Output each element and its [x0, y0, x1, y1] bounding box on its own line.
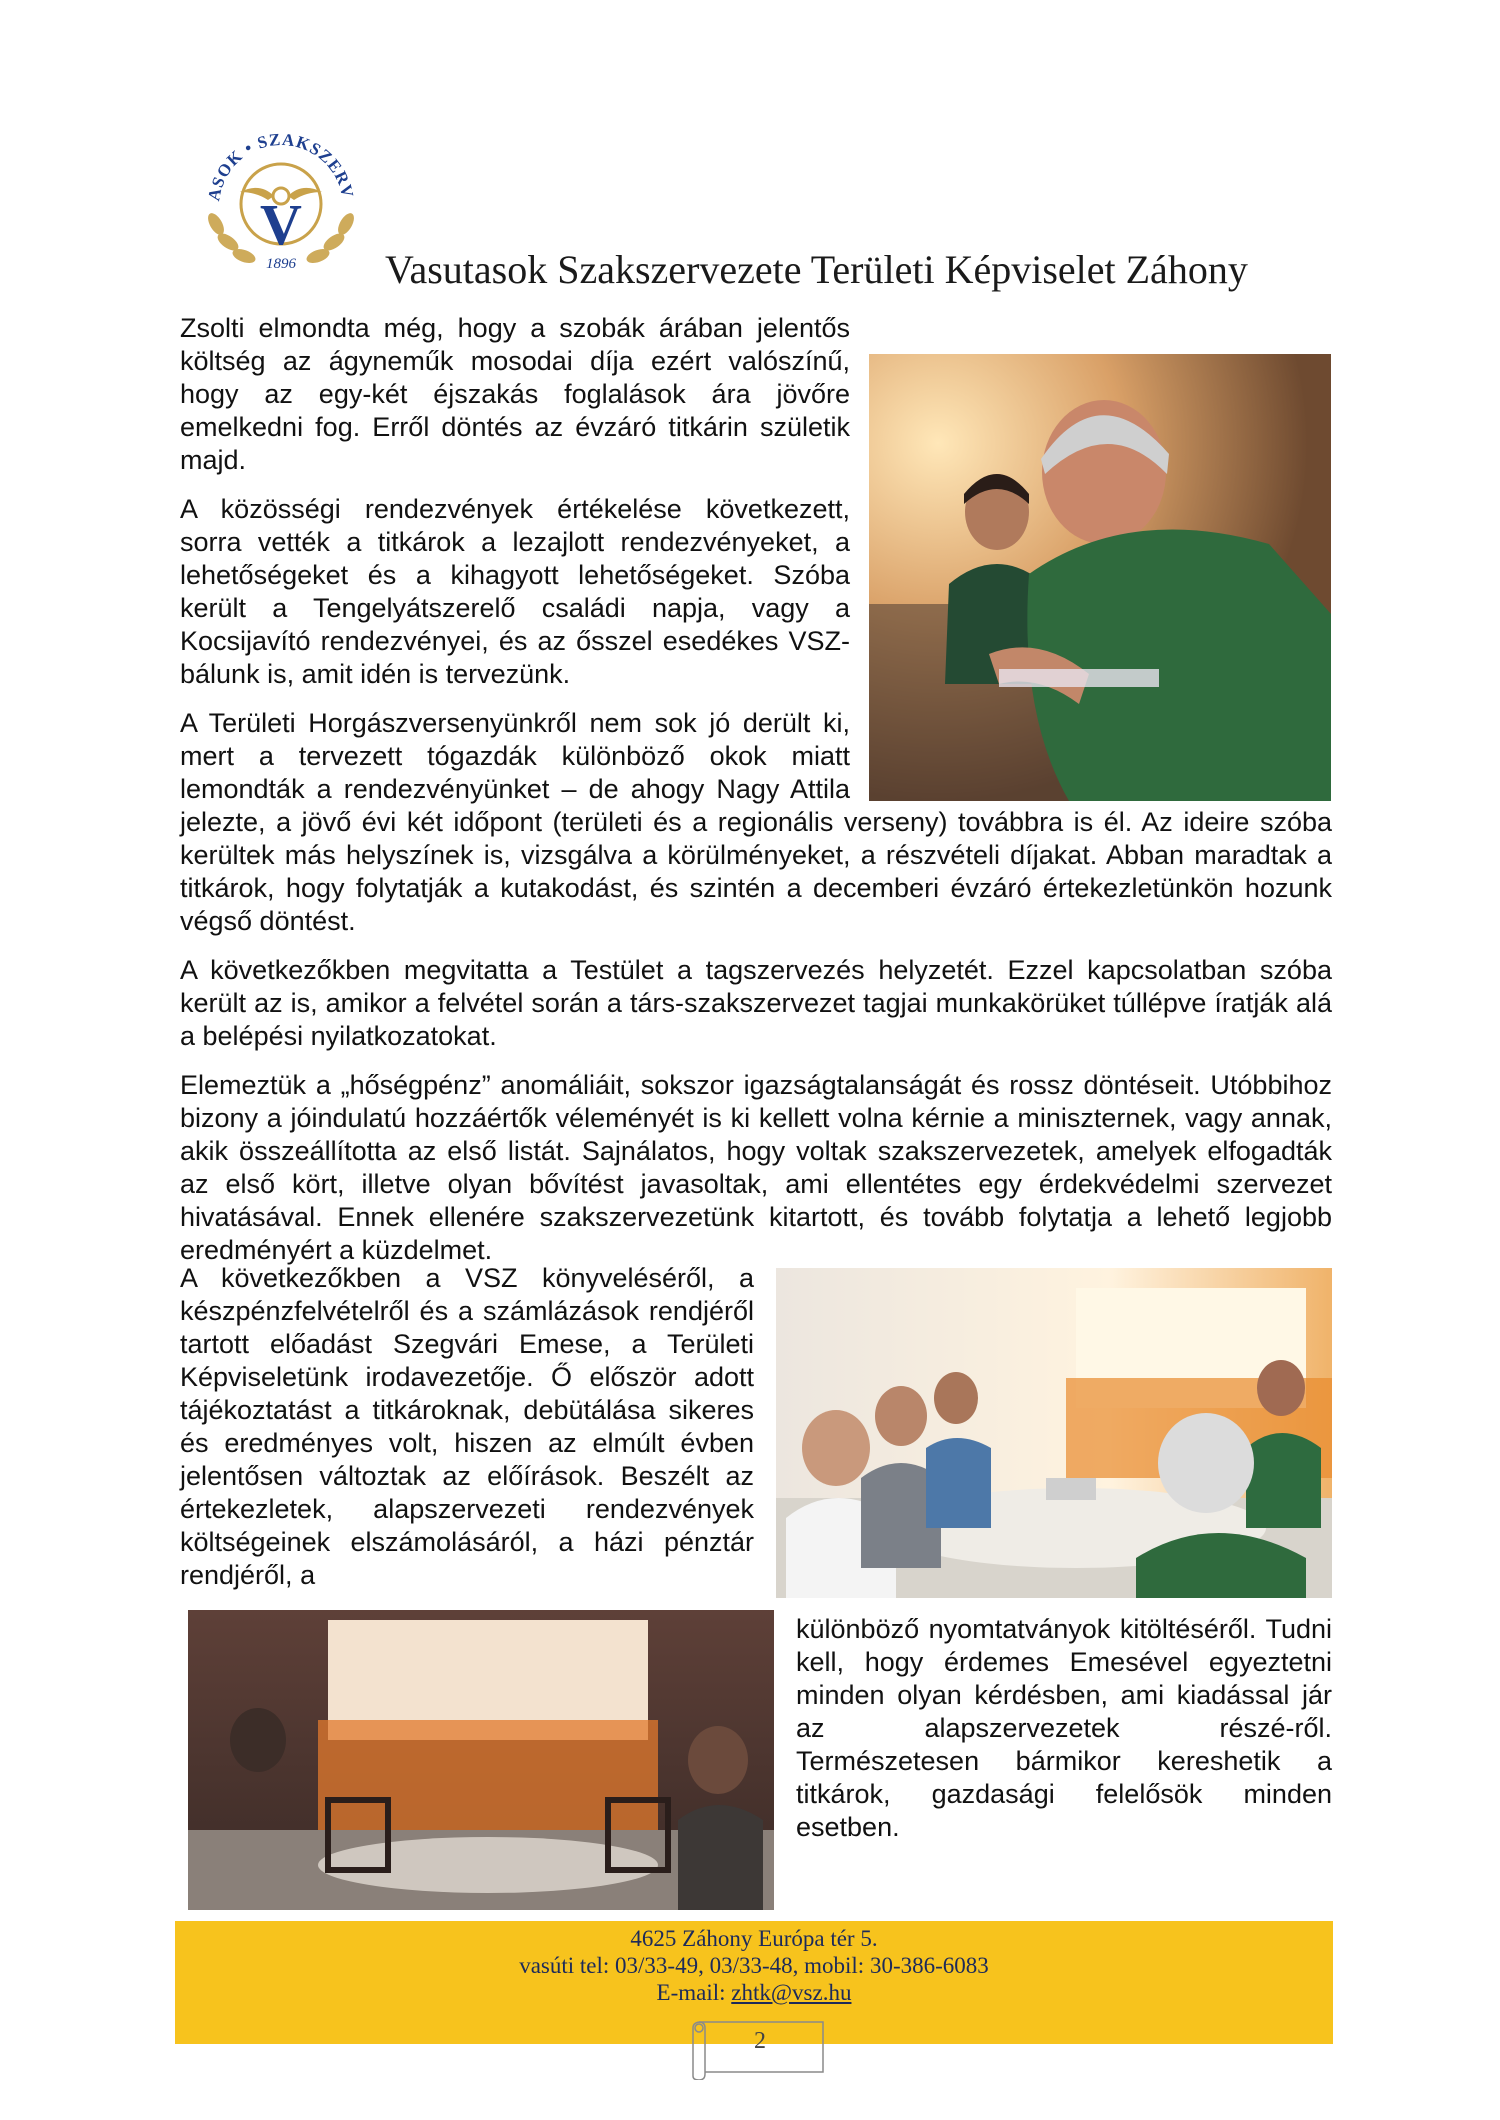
article-block-3	[796, 1613, 1332, 1860]
union-logo	[188, 96, 374, 276]
svg-text:VASUTASOK • SZAKSZERVEZETE	[188, 96, 357, 202]
paragraph-accounting: A következőkben a VSZ könyveléséről, a készpénzfelvételről és a számlázások rendjéről tartott előadást Szegvári Emese, a Területi Képviseletünk irodavezetője. Ő először adott tájékoztatást a titkároknak, debütálása sikeres és eredményes volt, hiszen az elmúlt évben jelentősen változtak az előírások. Beszélt az értekezletek, alapszervezeti rendezvények költségeinek elszámolásáról, a házi pénztár rendjéről, a	[180, 1263, 754, 1590]
footer-email-link[interactable]: zhtk@vsz.hu	[731, 1980, 852, 2005]
footer-address: 4625 Záhony Európa tér 5.	[630, 1926, 878, 1951]
paragraph-forms: különböző nyomtatványok kitöltéséről. Tudni kell, hogy érdemes Emesével egyeztetni minden olyan kérdésben, ami kiadással jár az alapszervezetek részé-ről. Természetesen bármikor kereshetik a titkárok, gazdasági felelősök minden esetben.	[796, 1614, 1332, 1842]
paragraph-fishing: A Területi Horgászversenyünkről nem sok jó derült ki, mert a tervezett tógazdák különböző okok miatt lemondták a rendezvényünket – de ahogy Nagy Attila jelezte, a jövő évi két időpont (területi és a regionális verseny) továbbra is él. Az ideire szóba kerültek más helyszínek is, vizsgálva a körülményeket, a részvételi díjakat. Abban maradtak a titkárok, hogy folytatják a kutakodást, és szintén a decemberi évzáró értekezletünkön hozunk végső döntést.	[180, 708, 1332, 936]
logo-year: 1896	[266, 256, 296, 272]
paragraph-heat-allowance: Elemeztük a „hőségpénz” anomáliáit, sokszor igazságtalanságát és rossz döntéseit. Utóbbihoz bizony a jóindulatú hozzáértők véleményét is ki kellett volna kérnie a miniszternek, vagy annak, akik összeállította az első listát. Sajnálatos, hogy voltak szakszervezetek, amelyek elfogadták az első kört, illetve olyan bővítést javasoltak, ami ellentétes egy érdekvédelmi szervezet hivatásával. Ennek ellenére szakszervezetünk kitartott, és tovább folytatja a lehető legjobb eredményért a küzdelmet.	[180, 1070, 1332, 1265]
article-block-2	[180, 1262, 754, 1608]
footer-email-label: E-mail:	[656, 1980, 732, 2005]
photo-room	[188, 1610, 774, 1910]
paragraph-rooms: Zsolti elmondta még, hogy a szobák árában jelentős költség az ágyneműk mosodai díja ezért valószínű, hogy az egy-két éjszakás foglalások ára jövőre emelkedni fog. Erről döntés az évzáró titkárin születik majd.	[180, 313, 850, 475]
page-title: Vasutasok Szakszervezete Területi Képviselet Záhony	[385, 247, 1248, 292]
union-emblem-icon	[188, 96, 374, 276]
logo-letter: V	[260, 192, 302, 257]
footer-email-line	[175, 1979, 1333, 2006]
footer-phones: vasúti tel: 03/33-49, 03/33-48, mobil: 30-386-6083	[519, 1953, 989, 1978]
article-block-1	[180, 312, 1332, 1283]
logo-ring-text: ASOK • SZAKSZERV	[204, 129, 358, 203]
paragraph-membership: A következőkben megvitatta a Testület a tagszervezés helyzetét. Ezzel kapcsolatban szóba került az is, amikor a felvétel során a társ-szakszervezet tagjai munkakörüket túllépve íratják alá a belépési nyilatkozatokat.	[180, 955, 1332, 1051]
page-number: 2	[754, 2028, 766, 2054]
photo-meeting	[776, 1268, 1332, 1598]
paragraph-events: A közösségi rendezvények értékelése következett, sorra vették a titkárok a lezajlott rendezvényeket, a lehetőségeket és a kihagyott lehetőségeket. Szóba került a Tengelyátszerelő családi napja, vagy a Kocsijavító rendezvényei, és az ősszel esedékes VSZ-bálunk is, amit idén is tervezünk.	[180, 494, 850, 689]
